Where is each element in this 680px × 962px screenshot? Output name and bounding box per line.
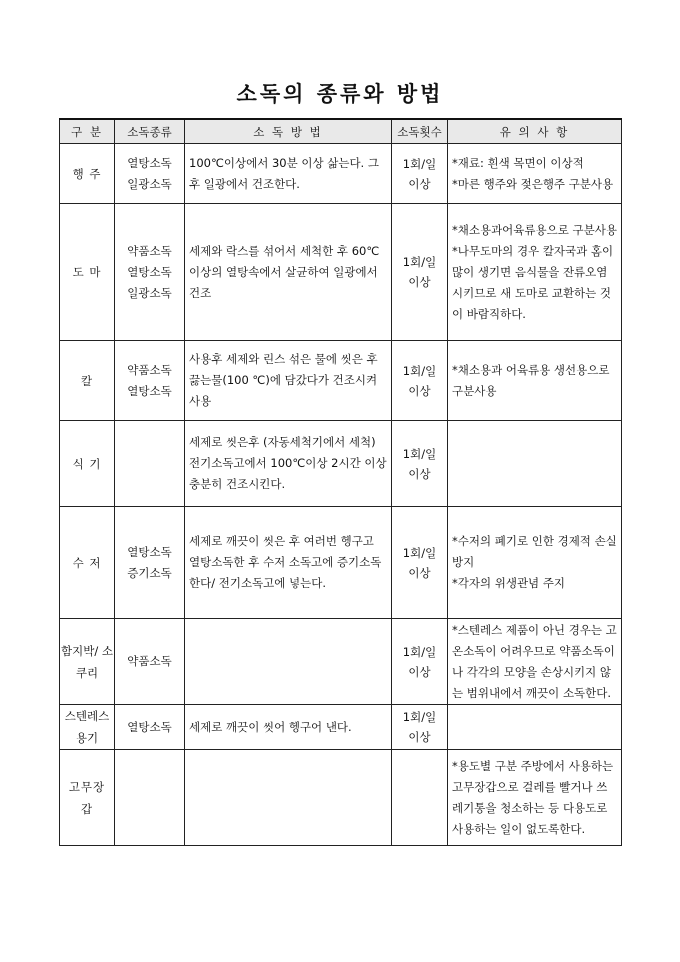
row-notes [448, 750, 622, 846]
row-frequency [392, 341, 448, 421]
row-frequency [392, 750, 448, 846]
row-types [115, 750, 185, 846]
disinfection-type: 열탕소독 [127, 719, 172, 734]
note-item: *스텐레스 제품이 아닌 경우는 고온소독이 어려우므로 약품소독이나 각각의 모양을 손상시키지 않는 범위내에서 깨끗이 소독한다. [452, 622, 617, 700]
table-row [60, 144, 622, 204]
disinfection-type: 일광소독 [127, 176, 172, 191]
disinfection-type: 열탕소독 [127, 264, 172, 279]
row-frequency [392, 507, 448, 619]
row-method [185, 750, 392, 846]
disinfection-type: 열탕소독 [127, 155, 172, 170]
note-item: *각자의 위생관념 주지 [452, 576, 566, 590]
header-method: 소 독 방 법 [185, 119, 392, 144]
frequency-line: 이상 [408, 664, 431, 679]
row-types [115, 705, 185, 750]
row-notes [448, 204, 622, 341]
frequency-line: 이상 [408, 565, 431, 580]
frequency-line: 이상 [408, 383, 431, 398]
disinfection-type: 열탕소독 [127, 544, 172, 559]
disinfection-type: 증기소독 [127, 565, 172, 580]
table-row [60, 507, 622, 619]
row-method: 세제로 깨끗이 씻어 헹구어 낸다. [185, 705, 392, 750]
row-notes [448, 507, 622, 619]
row-frequency [392, 619, 448, 705]
row-types [115, 421, 185, 507]
row-category: 행 주 [60, 144, 115, 204]
note-item: *채소용과어육류용으로 구분사용 [452, 222, 617, 237]
row-category: 도 마 [60, 204, 115, 341]
header-category: 구 분 [60, 119, 115, 144]
row-category: 고무장갑 [60, 750, 115, 846]
row-method: 사용후 세제와 린스 섞은 물에 씻은 후 끓는물(100 ℃)에 담갔다가 건조시켜 사용 [185, 341, 392, 421]
row-frequency [392, 144, 448, 204]
note-item: *용도별 구분 주방에서 사용하는 고무장갑으로 걸레를 빨거나 쓰레기통을 청소하는 등 다용도로 사용하는 일이 없도록한다. [452, 758, 614, 836]
disinfection-table [59, 118, 622, 846]
row-method [185, 619, 392, 705]
row-method: 100℃이상에서 30분 이상 삶는다. 그 후 일광에서 건조한다. [185, 144, 392, 204]
row-method: 세제와 락스를 섞어서 세척한 후 60℃이상의 열탕속에서 살균하여 일광에서 건조 [185, 204, 392, 341]
row-types [115, 144, 185, 204]
row-category: 함지박/ 소쿠리 [60, 619, 115, 705]
row-notes [448, 705, 622, 750]
frequency-line: 1회/일 [402, 644, 437, 659]
row-frequency [392, 204, 448, 341]
table-row [60, 341, 622, 421]
note-item: *수저의 폐기로 인한 경제적 손실 방지 [452, 534, 617, 569]
table-row [60, 619, 622, 705]
row-types [115, 507, 185, 619]
table-body [60, 144, 622, 846]
frequency-line: 이상 [408, 275, 431, 289]
disinfection-type: 일광소독 [127, 285, 172, 300]
frequency-line: 이상 [408, 730, 431, 744]
row-notes [448, 619, 622, 705]
note-item: *마른 행주와 젖은행주 구분사용 [452, 176, 614, 191]
note-item: *채소용과 어육류용 생선용으로 구분사용 [452, 362, 610, 398]
frequency-line: 1회/일 [402, 446, 437, 461]
frequency-line: 이상 [408, 176, 431, 191]
note-item: *재료: 흰색 목면이 이상적 [452, 155, 584, 170]
frequency-line: 1회/일 [402, 363, 437, 378]
disinfection-type: 약품소독 [127, 654, 172, 668]
disinfection-type: 약품소독 [127, 243, 172, 258]
row-notes [448, 341, 622, 421]
table-row [60, 705, 622, 750]
row-category: 식 기 [60, 421, 115, 507]
row-frequency [392, 421, 448, 507]
header-notes: 유 의 사 항 [448, 119, 622, 144]
row-category: 스텐레스 용기 [60, 705, 115, 750]
frequency-line: 1회/일 [402, 255, 437, 269]
frequency-line: 1회/일 [402, 545, 437, 560]
table-row [60, 750, 622, 846]
table-row [60, 204, 622, 341]
row-notes [448, 144, 622, 204]
row-category: 칼 [60, 341, 115, 421]
header-type: 소독종류 [115, 119, 185, 144]
row-types [115, 204, 185, 341]
row-method: 세제로 씻은후 (자동세척기에서 세척) 전기소독고에서 100℃이상 2시간 이상 충분히 건조시킨다. [185, 421, 392, 507]
row-method: 세제로 깨끗이 씻은 후 여러번 헹구고 열탕소독한 후 수저 소독고에 증기소독 한다/ 전기소독고에 넣는다. [185, 507, 392, 619]
row-frequency [392, 705, 448, 750]
frequency-line: 1회/일 [402, 156, 437, 171]
disinfection-type: 열탕소독 [127, 383, 172, 398]
row-notes [448, 421, 622, 507]
row-category: 수 저 [60, 507, 115, 619]
table-header-row [60, 119, 622, 144]
page-title: 소독의 종류와 방법 [236, 81, 444, 106]
table-row [60, 421, 622, 507]
row-types [115, 341, 185, 421]
note-item: *나무도마의 경우 칼자국과 홈이 많이 생기면 음식물을 잔류오염시키므로 새 도마로 교환하는 것이 바람직하다. [452, 243, 614, 321]
disinfection-type: 약품소독 [127, 362, 172, 377]
frequency-line: 1회/일 [402, 710, 437, 724]
row-types [115, 619, 185, 705]
header-frequency: 소독횟수 [392, 119, 448, 144]
frequency-line: 이상 [408, 466, 431, 481]
